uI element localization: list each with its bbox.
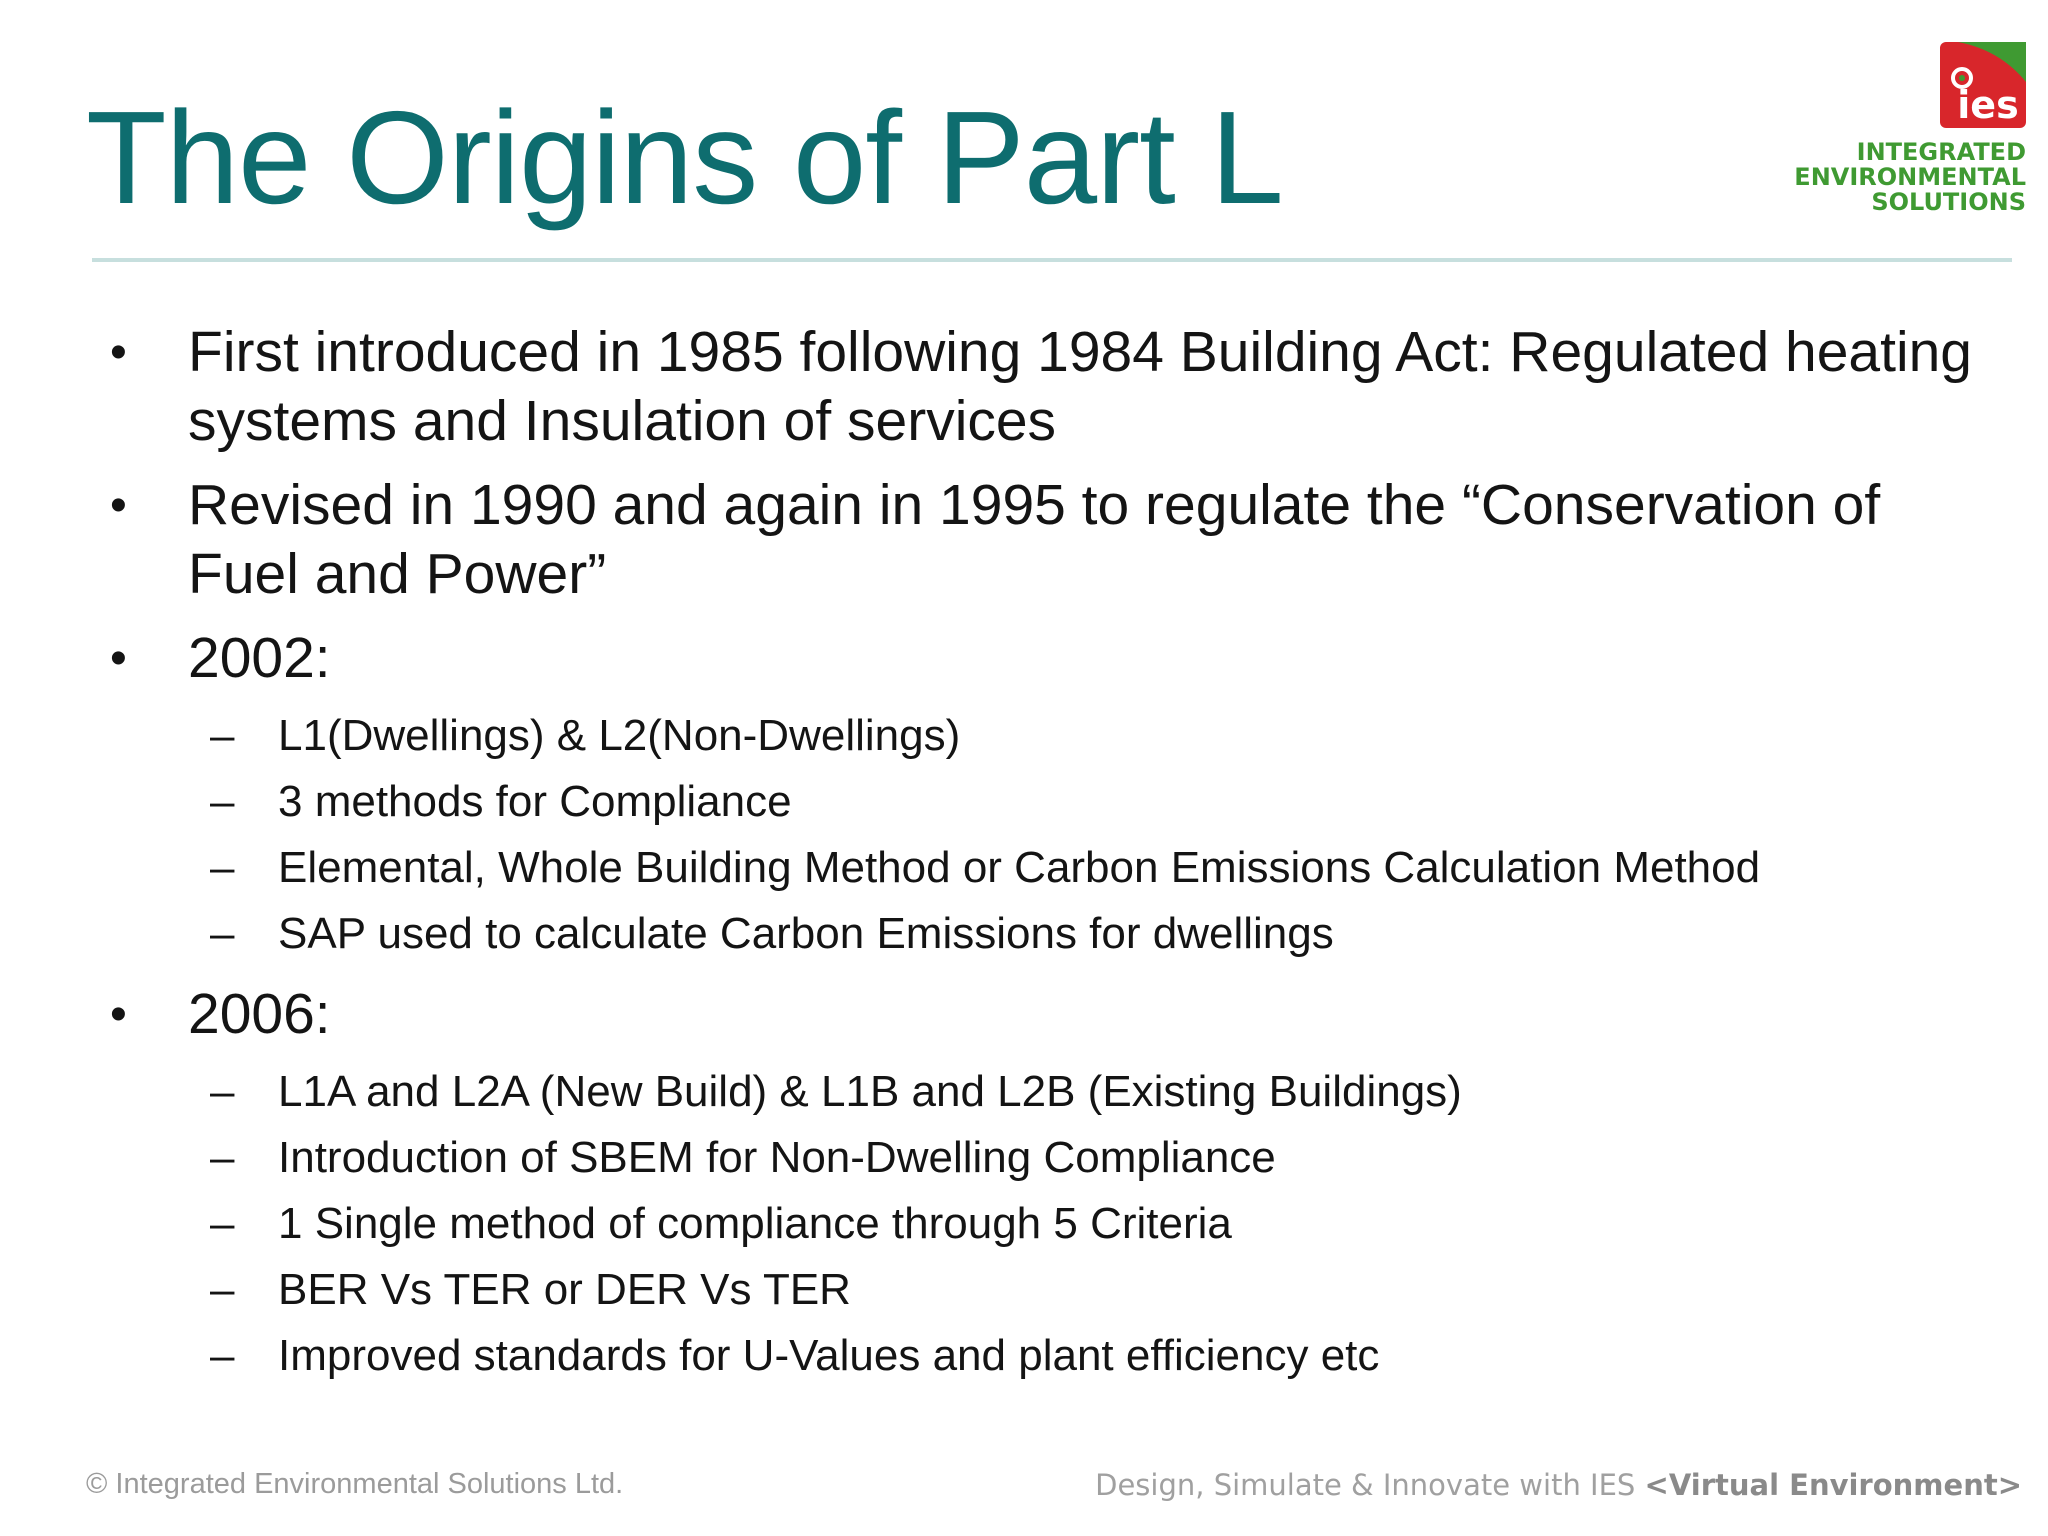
- sub-bullet-marker: –: [210, 843, 235, 892]
- sub-bullet-text: L1A and L2A (New Build) & L1B and L2B (Existing Buildings): [278, 1067, 1462, 1116]
- bullet-text: Revised in 1990 and again in 1995 to regulate the “Conservation of Fuel and Power”: [188, 473, 1881, 606]
- logo-line-3: SOLUTIONS: [1871, 188, 2026, 216]
- bullet-marker: •: [110, 479, 127, 532]
- sub-bullet-marker: –: [210, 909, 235, 958]
- sub-bullet-marker: –: [210, 1133, 235, 1182]
- sub-bullet-text: 1 Single method of compliance through 5 Criteria: [278, 1199, 1232, 1248]
- logo-wordmark: [1794, 140, 2026, 215]
- footer-copyright: © Integrated Environmental Solutions Ltd.: [86, 1468, 624, 1500]
- sub-bullet-text: SAP used to calculate Carbon Emissions for dwellings: [278, 909, 1334, 958]
- sub-bullet-item: [0, 708, 2048, 763]
- sub-bullet-item: [0, 774, 2048, 829]
- sub-bullet-marker: –: [210, 711, 235, 760]
- bullet-item: [0, 318, 2048, 456]
- sub-bullet-item: [0, 1328, 2048, 1383]
- sub-bullet-item: [0, 840, 2048, 895]
- sub-bullet-text: Elemental, Whole Building Method or Carbon Emissions Calculation Method: [278, 843, 1761, 892]
- ies-logo: [1796, 42, 2026, 222]
- bullet-item: [0, 624, 2048, 693]
- sub-bullet-marker: –: [210, 1331, 235, 1380]
- footer-virtual-environment: <Virtual Environment>: [1644, 1468, 2022, 1502]
- sub-bullet-marker: –: [210, 777, 235, 826]
- sub-bullet-item: [0, 1262, 2048, 1317]
- sub-bullet-text: 3 methods for Compliance: [278, 777, 792, 826]
- bullet-item: [0, 980, 2048, 1049]
- bullet-item: [0, 471, 2048, 609]
- sub-bullet-marker: –: [210, 1067, 235, 1116]
- bullet-marker: •: [110, 988, 127, 1041]
- bullet-text: 2006:: [188, 982, 331, 1046]
- footer-tagline-text: Design, Simulate & Innovate with IES: [1095, 1468, 1645, 1502]
- sub-bullet-text: L1(Dwellings) & L2(Non-Dwellings): [278, 711, 961, 760]
- sub-bullet-item: [0, 1064, 2048, 1119]
- title-divider: [92, 258, 2012, 262]
- bullet-marker: •: [110, 326, 127, 379]
- sub-bullet-item: [0, 1196, 2048, 1251]
- bullet-text: First introduced in 1985 following 1984 Building Act: Regulated heating systems and Insulation of services: [188, 320, 1973, 453]
- logo-mark-text: ies: [1957, 83, 2019, 127]
- sub-bullet-marker: –: [210, 1265, 235, 1314]
- bullet-text: 2002:: [188, 626, 331, 690]
- slide-title: The Origins of Part L: [86, 84, 1283, 231]
- sub-bullet-text: Introduction of SBEM for Non-Dwelling Compliance: [278, 1133, 1276, 1182]
- sub-bullet-text: Improved standards for U-Values and plant efficiency etc: [278, 1331, 1380, 1380]
- bullet-marker: •: [110, 632, 127, 685]
- footer-tagline: [1095, 1468, 2022, 1502]
- logo-line-2: ENVIRONMENTAL: [1794, 163, 2026, 191]
- bullet-list: [0, 318, 2048, 1394]
- logo-line-1: INTEGRATED: [1856, 138, 2026, 166]
- sub-bullet-item: [0, 1130, 2048, 1185]
- sub-bullet-text: BER Vs TER or DER Vs TER: [278, 1265, 851, 1314]
- ies-logo-icon: [1940, 42, 2026, 128]
- sub-bullet-item: [0, 906, 2048, 961]
- sub-bullet-marker: –: [210, 1199, 235, 1248]
